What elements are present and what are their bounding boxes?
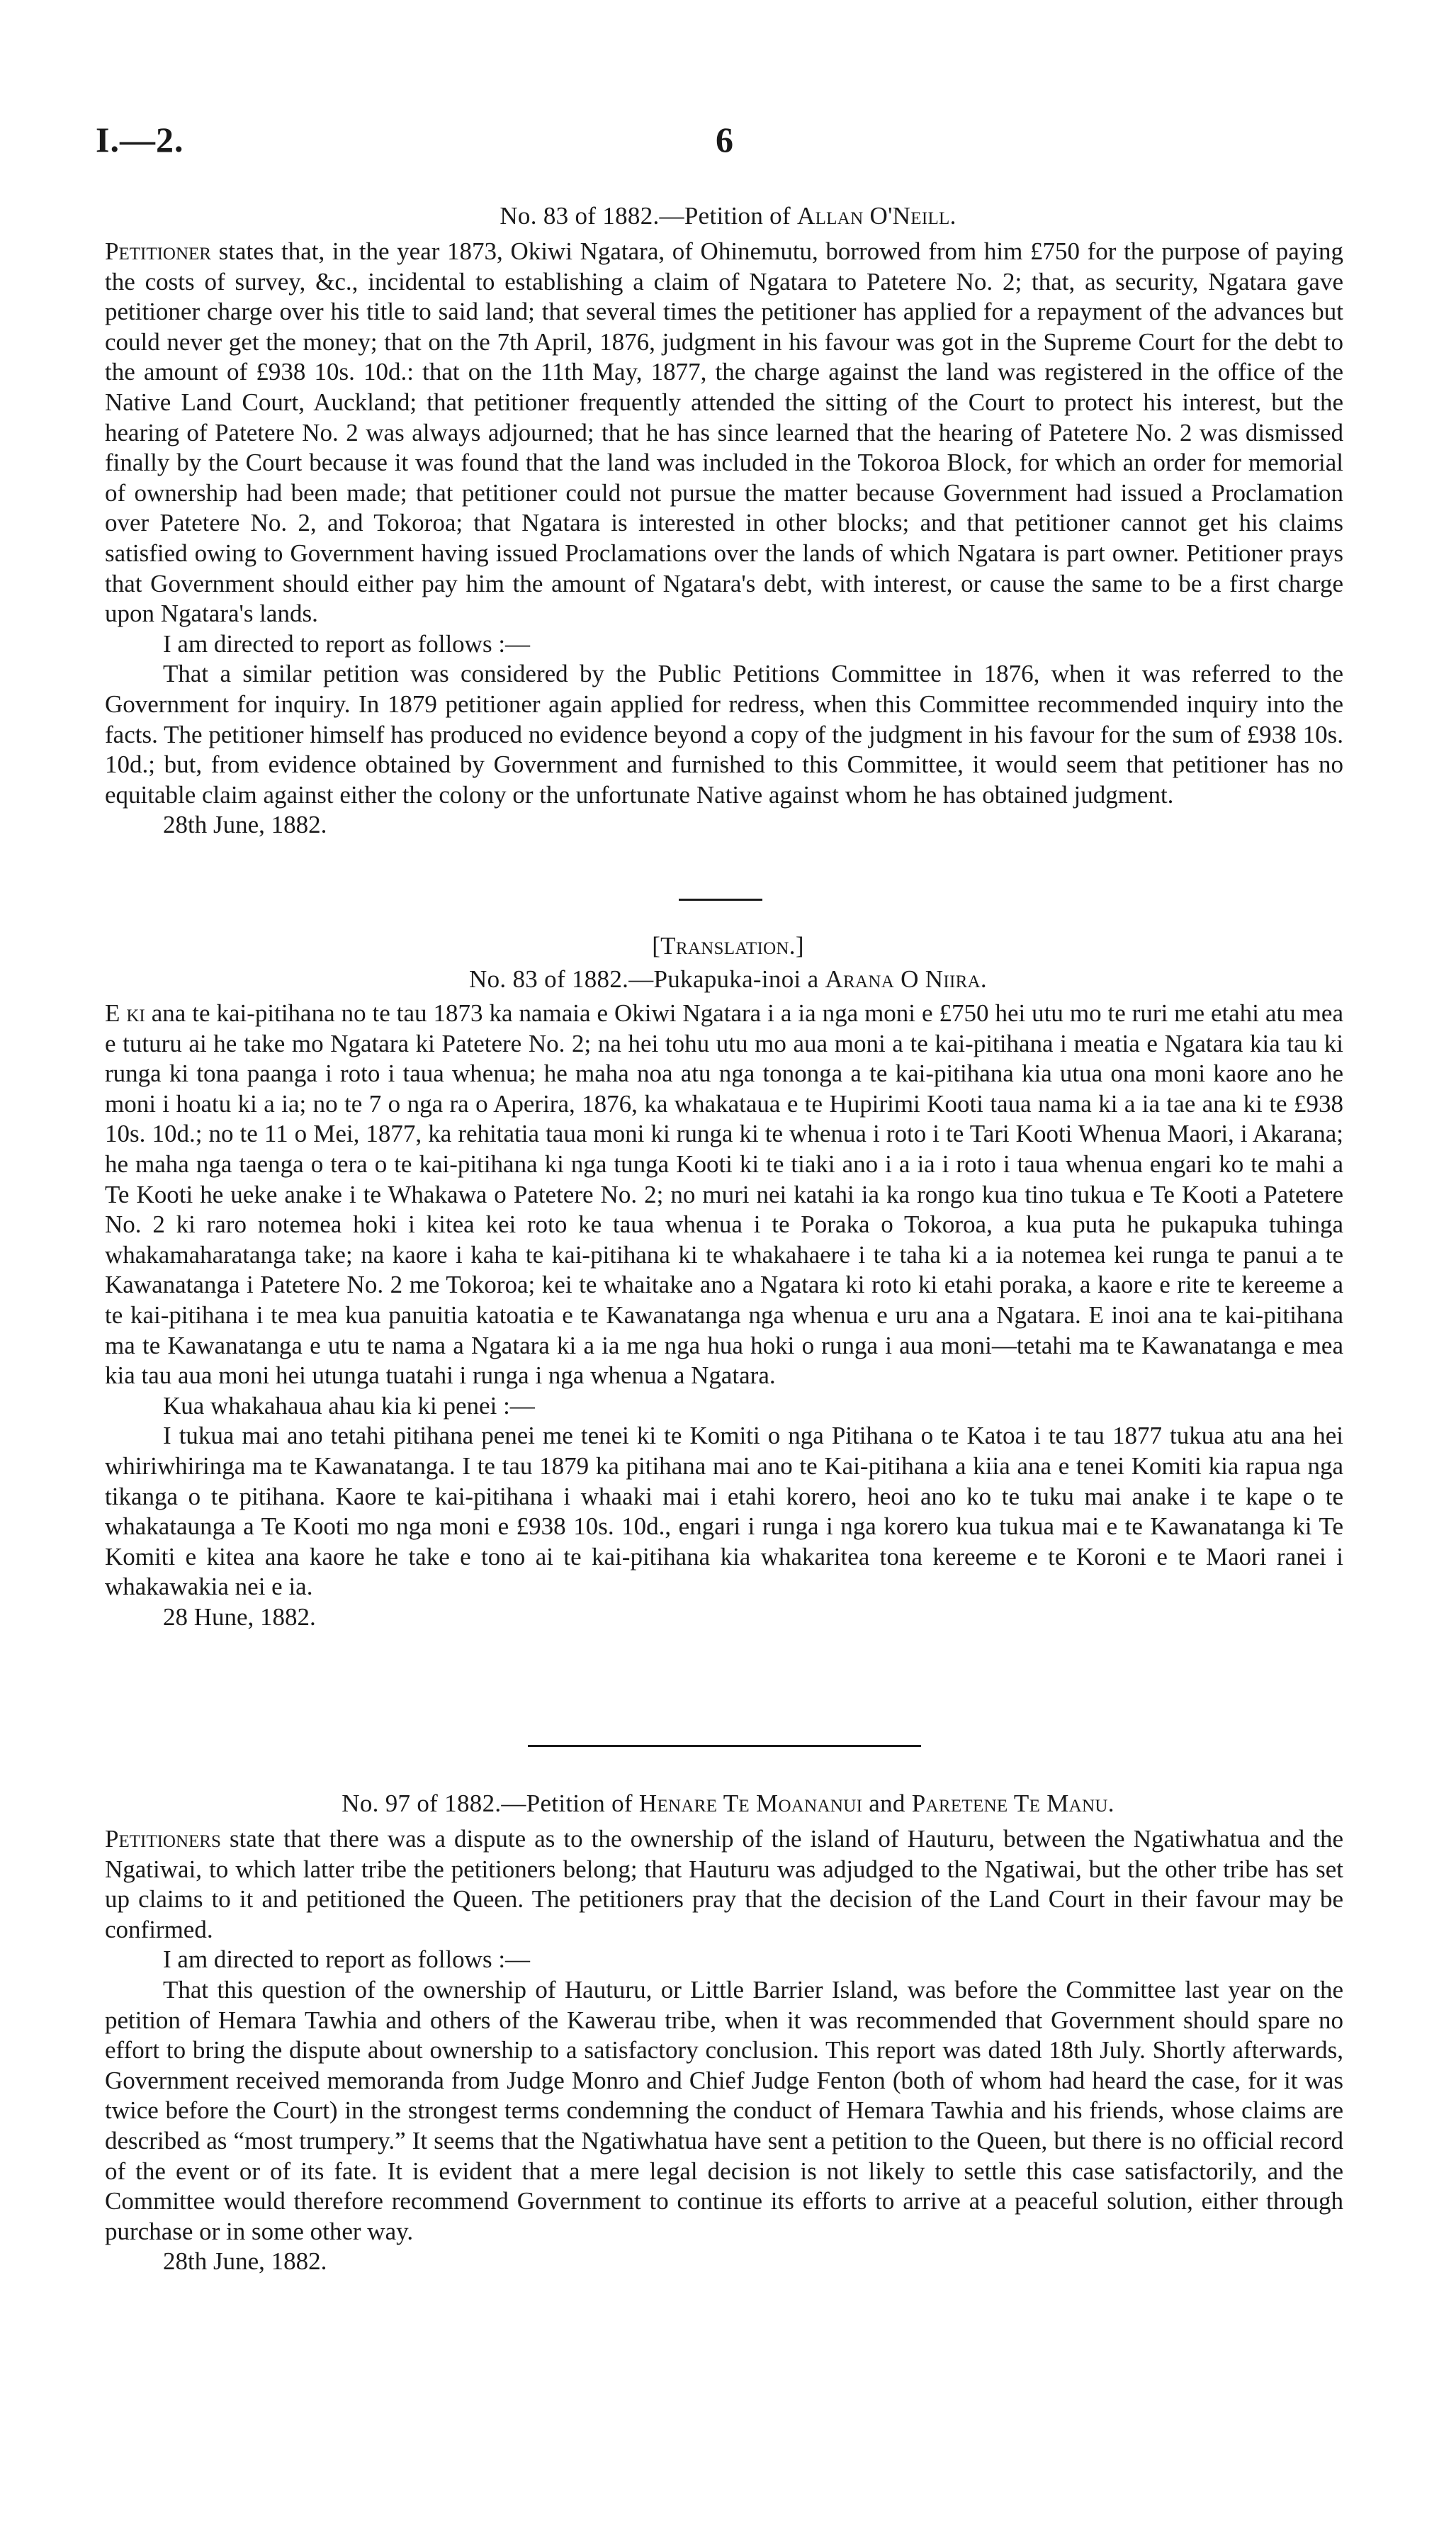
petition-1-title-prefix: No. 83 of 1882.—Petition of — [500, 202, 791, 230]
translation-title-prefix: No. 83 of 1882.—Pukapuka-inoi a — [469, 965, 819, 993]
petition-2-title-prefix: No. 97 of 1882.—Petition of — [342, 1790, 633, 1817]
translation-statement: E ki ana te kai-pitihana no te tau 1873 ka namaia e Okiwi Ngatara i a ia nga moni e £750 hei utu mo te ruri me etahi atu mea e tuturu ai he take mo Ngatara ki Patetere No. 2; na hei tohu utu mo aua moni a te kai-pitihana i meatia e Ngatara kia tau ki runga ki tona paanga i roto i taua whenua; he maha noa atu nga tononga a te kai-pitihana kia utua ona moni kaore ano he moni i hoatu ki a ia; no te 7 o nga ra o Aperira, 1876, ka whakataua e te Hupirimi Kooti taua nama ki a ia tae ana ki te £938 10s. 10d.; no te 11 o Mei, 1877, ka rehitatia taua moni ki runga ki te whenua i roto i te Tari Kooti Whenua Maori, i Akarana; he maha nga taenga o tera o te kai-pitihana ki nga tunga Kooti ki te tiaki ano i a ia i roto i taua whenua engari ko te mahi a Te Kooti he ueke anake i te Whakawa o Patetere No. 2; no muri nei katahi ia ka rongo kua tino tukua e Te Kooti a Patetere No. 2 ki raro notemea hoki i kitea kei roto ke taua whenua i te Poraka o Tokoroa, a kua puta he pukapuka tuhinga whakamaharatanga take; na kaore i kaha te kai-pitihana ki te whakahaere i te taha ki a ia notemea kei runga te panui a te Kawanatanga i Patetere No. 2 me Tokoroa; kei te whaitake ano a Ngatara ki roto ki etahi poraka, a kaore e rite te kereeme a te kai-pitihana i te mea kua panuitia katoatia e te Kawanatanga nga whenua e uru ana a Ngatara. E inoi ana te kai-pitihana ma te Kawanatanga e utu te nama a Ngatara ki a ia me nga hua hoki o runga i aua moni—tetahi ma te Kawanatanga e mea kia tau aua moni hei utunga tuatahi i runga i nga whenua a Ngatara. — [105, 999, 1344, 1390]
petition-2-body — [105, 1824, 1343, 2277]
petition-1-body — [105, 237, 1343, 841]
petition-1-report: That a similar petition was considered by the Public Petitions Committee in 1876, when it was referred to the Government for inquiry. In 1879 petitioner again applied for redress, when this Committee recommended inquiry into the facts. The petitioner himself has produced no evidence beyond a copy of the judgment in his favour for the sum of £938 10s. 10d.; but, from evidence obtained by Government and furnished to this Committee, it would seem that petitioner has no equitable claim against either the colony or the unfortunate Native against whom he has obtained judgment. — [105, 660, 1343, 809]
petitioner-name-2: Paretene Te Manu. — [911, 1790, 1114, 1817]
petition-1-directed: I am directed to report as follows :— — [163, 629, 531, 658]
petition-2-report: That this question of the ownership of Hauturu, or Little Barrier Island, was before the Committee last year on the petition of Hemara Tawhia and others of the Kawerau tribe, when it was recommended that Government should spare no effort to bring the dispute about ownership to a satisfactory conclusion. This report was dated 18th July. Shortly afterwards, Government received memoranda from Judge Monro and Chief Judge Fenton (both of whom had heard the case, for it was twice before the Court) in the strongest terms condemning the conduct of Hemara Tawhia and his friends, whose claims are described as “most trumpery.” It seems that the Ngatiwhatua have sent a petition to the Queen, but there is no official record of the event or of its fate. It is evident that a mere legal decision is not likely to settle this case satisfactorily, and the Committee would therefore recommend Government to continue its efforts to arrive at a peaceful solution, either through purchase or in some other way. — [105, 1975, 1343, 2245]
petition-1-date: 28th June, 1882. — [163, 811, 327, 839]
petition-1-title — [0, 202, 1456, 230]
page-number: 6 — [716, 120, 733, 159]
petition-2-title: No. 97 of 1882.—Petition of Henare Te Moananui and Paretene Te Manu. — [342, 1790, 1114, 1817]
petitioner-name: Allan O'Neill. — [797, 202, 956, 230]
petitioner-name-1: Henare Te Moananui — [638, 1790, 863, 1817]
petition-1-statement: Petitioner states that, in the year 1873, Okiwi Ngatara, of Ohinemutu, borrowed from him £750 for the purpose of paying the costs of survey, &c., incidental to establishing a claim of Ngatara to Patetere No. 2; that, as security, Ngatara gave petitioner charge over his title to said land; that several times the petitioner has applied for a repayment of the advances but could never get the money; that on the 7th April, 1876, judgment in his favour was got in the Supreme Court for the debt to the amount of £938 10s. 10d.: that on the 11th May, 1877, the charge against the land was registered in the office of the Native Land Court, Auckland; that petitioner frequently attended the sitting of the Court to protect his interest, but the hearing of Patetere No. 2 was always adjourned; that he has since learned that the hearing of Patetere No. 2 was dismissed finally by the Court because it was found that the land was included in the Tokoroa Block, for which an order for memorial of ownership had been made; that petitioner could not pursue the matter because Government had issued a Proclamation over Patetere No. 2, and Tokoroa; that Ngatara is interested in other blocks; and that petitioner cannot get his claims satisfied owing to Government having issued Proclamations over the lands of which Ngatara is part owner. Petitioner prays that Government should either pay him the amount of Ngatara's debt, with interest, or cause the same to be a first charge upon Ngatara's lands. — [105, 237, 1343, 628]
petition-2-directed: I am directed to report as follows :— — [163, 1945, 531, 1974]
section-divider — [528, 1745, 921, 1747]
translation-date: 28 Hune, 1882. — [163, 1602, 316, 1631]
translation-directed: Kua whakahaua ahau kia ki penei :— — [163, 1391, 535, 1420]
translation-label: [Translation.] — [652, 932, 804, 960]
short-divider — [679, 899, 762, 901]
translation-body — [105, 999, 1343, 1632]
translation-petitioner-name: Arana O Niira. — [825, 965, 987, 993]
series-number: I.—2. — [96, 120, 184, 159]
translation-report: I tukua mai ano tetahi pitihana penei me tenei ki te Komiti o nga Pitihana o te Katoa i te tau 1877 tukua atu ana hei whiriwhiringa ma te Kawanatanga. I te tau 1879 ka pitihana mai ano te Kai-pitihana a kiia ana e tenei Komiti kia rapua nga tikanga o te pitihana. Kaore te kai-pitihana i whaaki mai i etahi korero, heoi ano ko te tuku mai anake i te kape o te whakataunga a Te Kooti mo nga moni e £938 10s. 10d., engari i runga i nga korero kua tukua mai e te Kawanatanga ki Te Komiti e kitea ana kaore he take e tono ai te kai-pitihana kia whakaritea tona kereeme e te Koroni e te Maori ranei i whakawakia nei e ia. — [105, 1422, 1343, 1601]
petition-2-statement: Petitioners state that there was a dispute as to the ownership of the island of Hauturu, between the Ngatiwhatua and the Ngatiwai, to which latter tribe the petitioners belong; that Hauturu was adjudged to the Ngatiwai, but the other tribe has set up claims to it and petitioned the Queen. The petitioners pray that the decision of the Land Court in their favour may be confirmed. — [105, 1825, 1343, 1943]
translation-title — [0, 965, 1456, 994]
petition-2-date: 28th June, 1882. — [163, 2247, 327, 2276]
